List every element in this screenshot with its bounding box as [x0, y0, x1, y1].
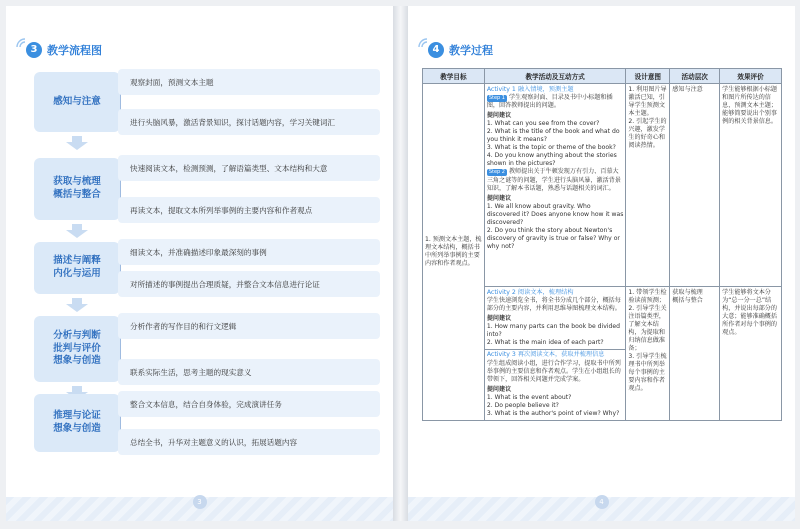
question-item: 1. We all know about gravity. Who discovered it? Does anyone know how it was discovered?: [486, 202, 624, 226]
section-title: 教学过程: [449, 44, 493, 57]
header-goal: 教学目标: [423, 69, 485, 84]
question-label: 提问建议: [486, 315, 512, 323]
evaluation-cell-2: [720, 287, 782, 421]
flow-item: 细读文本，并准确描述印象最深刻的事例: [118, 239, 380, 265]
step-2-text: 教师提出关于牛顿发现万有引力、百慕大三角之谜等的问题，学生进行头脑风暴，激活背景知识，了解本书话题，熟悉与话题相关的词汇。: [486, 168, 621, 192]
page-number: 3: [193, 495, 207, 509]
flow-item: 总结全书，升华对主题意义的认识，拓展话题内容: [118, 429, 380, 455]
level-cell-2: [670, 287, 720, 421]
level-text: 感知与注意: [672, 86, 703, 93]
question-item: 2. Do people believe it?: [486, 401, 559, 409]
flow-stage: 感知与注意: [34, 72, 120, 132]
activity-2-title: Activity 2 阅读文本，梳理结构: [486, 289, 574, 296]
question-item: 1. What can you see from the cover?: [486, 120, 600, 128]
section-heading: [428, 42, 493, 58]
level-cell-1: [670, 84, 720, 287]
step-1-badge: Step 1: [488, 95, 505, 102]
down-arrow-icon: [66, 224, 88, 238]
flow-item: 进行头脑风暴，激活背景知识，探讨话题内容，学习关键词汇: [118, 109, 380, 135]
flow-item: 分析作者的写作目的和行文逻辑: [118, 313, 380, 339]
question-item: 2. What is the title of the book and what do you think it means?: [486, 128, 620, 144]
flow-stage: 推理与论证 想象与创造: [34, 394, 120, 452]
activity-2-text: 学生快速浏览全书，将全书分成几个部分，概括每部分的主要内容，并利用思维导图梳理文本结构。: [486, 297, 621, 313]
activity-3-title: Activity 3 再次阅读文本，获取并梳理信息: [486, 351, 605, 359]
teaching-process-table: [422, 68, 782, 421]
section-heading: [26, 42, 102, 58]
question-item: 4. Do you know anything about the stories shown in the pictures?: [486, 152, 617, 168]
flow-item: 联系实际生活，思考主题的现实意义: [118, 359, 380, 385]
intent-text: 1. 带领学生检验读前预测； 2. 引导学生关注语篇类型，了解文本结构，为提取和归纳信息做准备； 3. 引导学生梳理书中所列举每个事例的主要内容和作者观点。: [628, 289, 667, 393]
question-item: 3. What is the author's point of view? Why?: [486, 409, 620, 417]
right-page: [408, 6, 795, 521]
evaluation-cell-1: [720, 84, 782, 287]
activity-1-title: Activity 1 融入情境，预测主题: [486, 86, 574, 93]
activity-3-text: 学生组成阅读小组，进行合作学习，提取书中所列举事例的主要信息和作者观点。学生在小组组长的带领下，回答相关问题并完成学案。: [486, 359, 621, 383]
header-intent: 设计意图: [626, 69, 670, 84]
flow-item: 快速阅读文本，检测预测，了解语篇类型、文本结构和大意: [118, 155, 380, 181]
flow-item: 再读文本，提取文本所列举事例的主要内容和作者观点: [118, 197, 380, 223]
question-label: 提问建议: [486, 194, 512, 202]
goal-text: 1. 预测文本主题，梳理文本结构，概括书中所列举事例的主要内容和作者观点。: [425, 235, 482, 267]
activity-cell-2: [484, 287, 626, 421]
question-item: 2. What is the main idea of each part?: [486, 339, 604, 347]
section-title: 教学流程图: [47, 44, 102, 57]
section-number-badge: 3: [26, 42, 42, 58]
header-level: 活动层次: [670, 69, 720, 84]
book-spine: [393, 6, 408, 521]
flow-item: 观察封面，预测文本主题: [118, 69, 380, 95]
down-arrow-icon: [66, 136, 88, 150]
question-item: 1. How many parts can the book be divided into?: [486, 323, 620, 339]
step-1-text: 学生观察封面、目录及书中小标题和插图，回答教师提出的问题。: [486, 94, 613, 110]
question-item: 1. What is the event about?: [486, 393, 572, 401]
intent-text: 1. 利用图片导激活已知，引导学生预测文本主题。 2. 引起学生的兴趣，激发学生的好奇心和阅读热情。: [628, 86, 667, 150]
level-text: 获取与梳理 概括与整合: [672, 289, 703, 305]
flow-item: 整合文本信息，结合自身体验，完成演讲任务: [118, 391, 380, 417]
flow-stage: 描述与阐释 内化与运用: [34, 242, 120, 294]
section-number-badge: 4: [428, 42, 444, 58]
header-activity: 教学活动及互动方式: [484, 69, 626, 84]
intent-cell-1: [626, 84, 670, 287]
table-row: [423, 84, 782, 287]
question-label: 提问建议: [486, 385, 512, 393]
flow-stage: 分析与判断 批判与评价 想象与创造: [34, 316, 120, 382]
evaluation-text: 学生能够将文本分为“总一分一总”结构，并说出每部分的大意；能够准确概括所作者对每个事例的观点。: [722, 289, 777, 337]
goal-cell: [423, 84, 485, 421]
activity-cell-1: [484, 84, 626, 287]
page-number: 4: [595, 495, 609, 509]
step-2-badge: Step 2: [488, 169, 505, 176]
table-header-row: [423, 69, 782, 84]
intent-cell-2: [626, 287, 670, 421]
question-item: 3. What is the topic or theme of the book?: [486, 144, 616, 152]
flow-stage: 获取与梳理 概括与整合: [34, 158, 120, 220]
header-evaluation: 效果评价: [720, 69, 782, 84]
down-arrow-icon: [66, 298, 88, 312]
question-label: 提问建议: [486, 112, 512, 120]
flow-item: 对所描述的事例提出合理质疑，并整合文本信息进行论证: [118, 271, 380, 297]
question-item: 2. Do you think the story about Newton's discovery of gravity is true or false? Why or why not?: [486, 226, 620, 250]
evaluation-text: 学生能够根据小标题和图片所传达的信息，预测文本主题；能够简要说出个别事例的相关背景信息。: [722, 86, 777, 126]
left-page: [6, 6, 393, 521]
